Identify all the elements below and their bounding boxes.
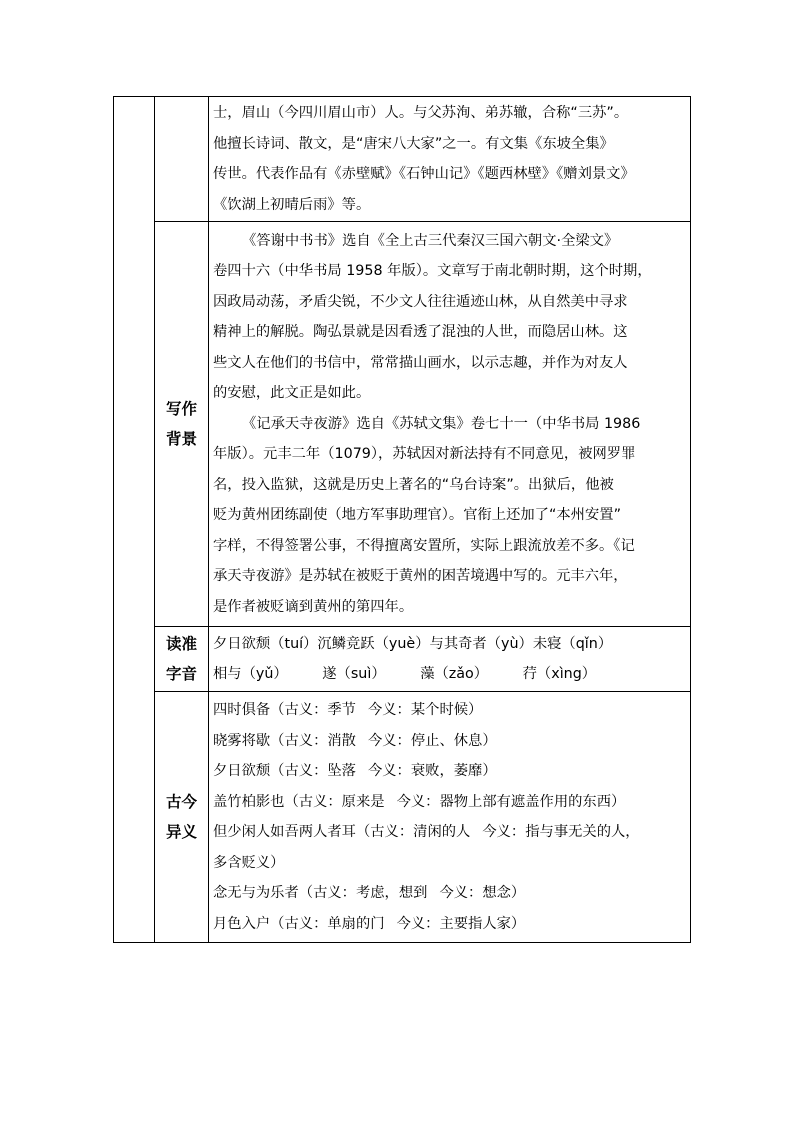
background-content-cell	[209, 222, 691, 627]
row-pronunciation	[114, 627, 691, 692]
pronunciation-label: 读准 字音	[155, 627, 209, 692]
text-line: 《饮湖上初晴后雨》等。	[213, 196, 371, 213]
pinyin-item: 荇（xìng）	[522, 666, 597, 682]
text-line: 《记承天寺夜游》选自《苏轼文集》卷七十一（中华书局 1986	[242, 415, 641, 432]
meaning-entry: 念无与为乐者（古义：考虑，想到 今义：想念）	[213, 885, 526, 901]
text-line: 名，投入监狱，这就是历史上著名的“乌台诗案”。出狱后，他被	[213, 476, 614, 493]
text-line: 卷四十六（中华书局 1958 年版）。文章写于南北朝时期，这个时期，	[213, 263, 652, 280]
meaning-entry: 盖竹柏影也（古义：原来是 今义：器物上部有遮盖作用的东西）	[213, 793, 626, 810]
pronunciation-items	[213, 659, 688, 690]
meaning-entry: 但少闲人如吾两人者耳（古义：清闲的人 今义：指与事无关的人，	[213, 824, 640, 840]
text-line: 的安慰，此文正是如此。	[213, 385, 371, 402]
text-line: 些文人在他们的书信中，常常描山画水，以示志趣，并作为对友人	[213, 354, 628, 371]
left-margin-cell	[114, 97, 155, 943]
text-line: 字样，不得签署公事，不得擅离安置所，实际上跟流放差不多。《记	[213, 537, 635, 554]
meaning-entry: 多含贬义）	[213, 854, 285, 871]
info-table	[113, 96, 691, 943]
text-line: 因政局动荡，矛盾尖锐，不少文人往往遁迹山林，从自然美中寻求	[213, 293, 628, 310]
text-line: 承天寺夜游》是苏轼在被贬于黄州的困苦境遇中写的。元丰六年，	[213, 568, 628, 585]
text-line: 精神上的解脱。陶弘景就是因看透了混浊的人世，而隐居山林。这	[213, 324, 628, 341]
meaning-entry: 夕日欲颓（古义：坠落 今义：衰败，萎靡）	[213, 763, 497, 779]
pronunciation-content-cell	[209, 627, 691, 692]
background-label: 写作 背景	[155, 222, 209, 627]
pinyin-item: 遂（suì）	[322, 666, 386, 682]
meaning-content-cell	[209, 692, 691, 943]
text-line: 传世。代表作品有《赤壁赋》《石钟山记》《题西林壁》《赠刘景文》	[213, 166, 635, 182]
intro-label-cell	[155, 97, 209, 222]
meaning-entry: 四时俱备（古义：季节 今义：某个时候）	[213, 702, 483, 718]
text-line: 他擅长诗词、散文，是“唐宋八大家”之一。有文集《东坡全集》	[213, 135, 614, 152]
text-line: 年版）。元丰二年（1079），苏轼因对新法持有不同意见，被网罗罪	[213, 446, 636, 463]
text-line: 夕日欲颓（tuí）沉鳞竞跃（yuè）与其奇者（yù）未寝（qǐn）	[213, 635, 613, 652]
text-line: 《答谢中书书》选自《全上古三代秦汉三国六朝文·全梁文》	[242, 232, 619, 249]
text-line: 士，眉山（今四川眉山市）人。与父苏洵、弟苏辙，合称“三苏”。	[213, 105, 629, 121]
row-word-meanings	[114, 692, 691, 943]
intro-content-cell	[209, 97, 691, 222]
text-line: 贬为黄州团练副使（地方军事助理官）。官衔上还加了“本州安置”	[213, 507, 621, 524]
pinyin-item: 藻（zǎo）	[420, 666, 489, 682]
pinyin-item: 相与（yǔ）	[213, 666, 288, 682]
row-author-intro	[114, 97, 691, 222]
meaning-label: 古今 异义	[155, 692, 209, 943]
meaning-entry: 晓雾将歇（古义：消散 今义：停止、休息）	[213, 732, 497, 749]
text-line: 是作者被贬谪到黄州的第四年。	[213, 598, 414, 615]
meaning-entry: 月色入户（古义：单扇的门 今义：主要指人家）	[213, 915, 526, 932]
row-writing-background	[114, 222, 691, 627]
